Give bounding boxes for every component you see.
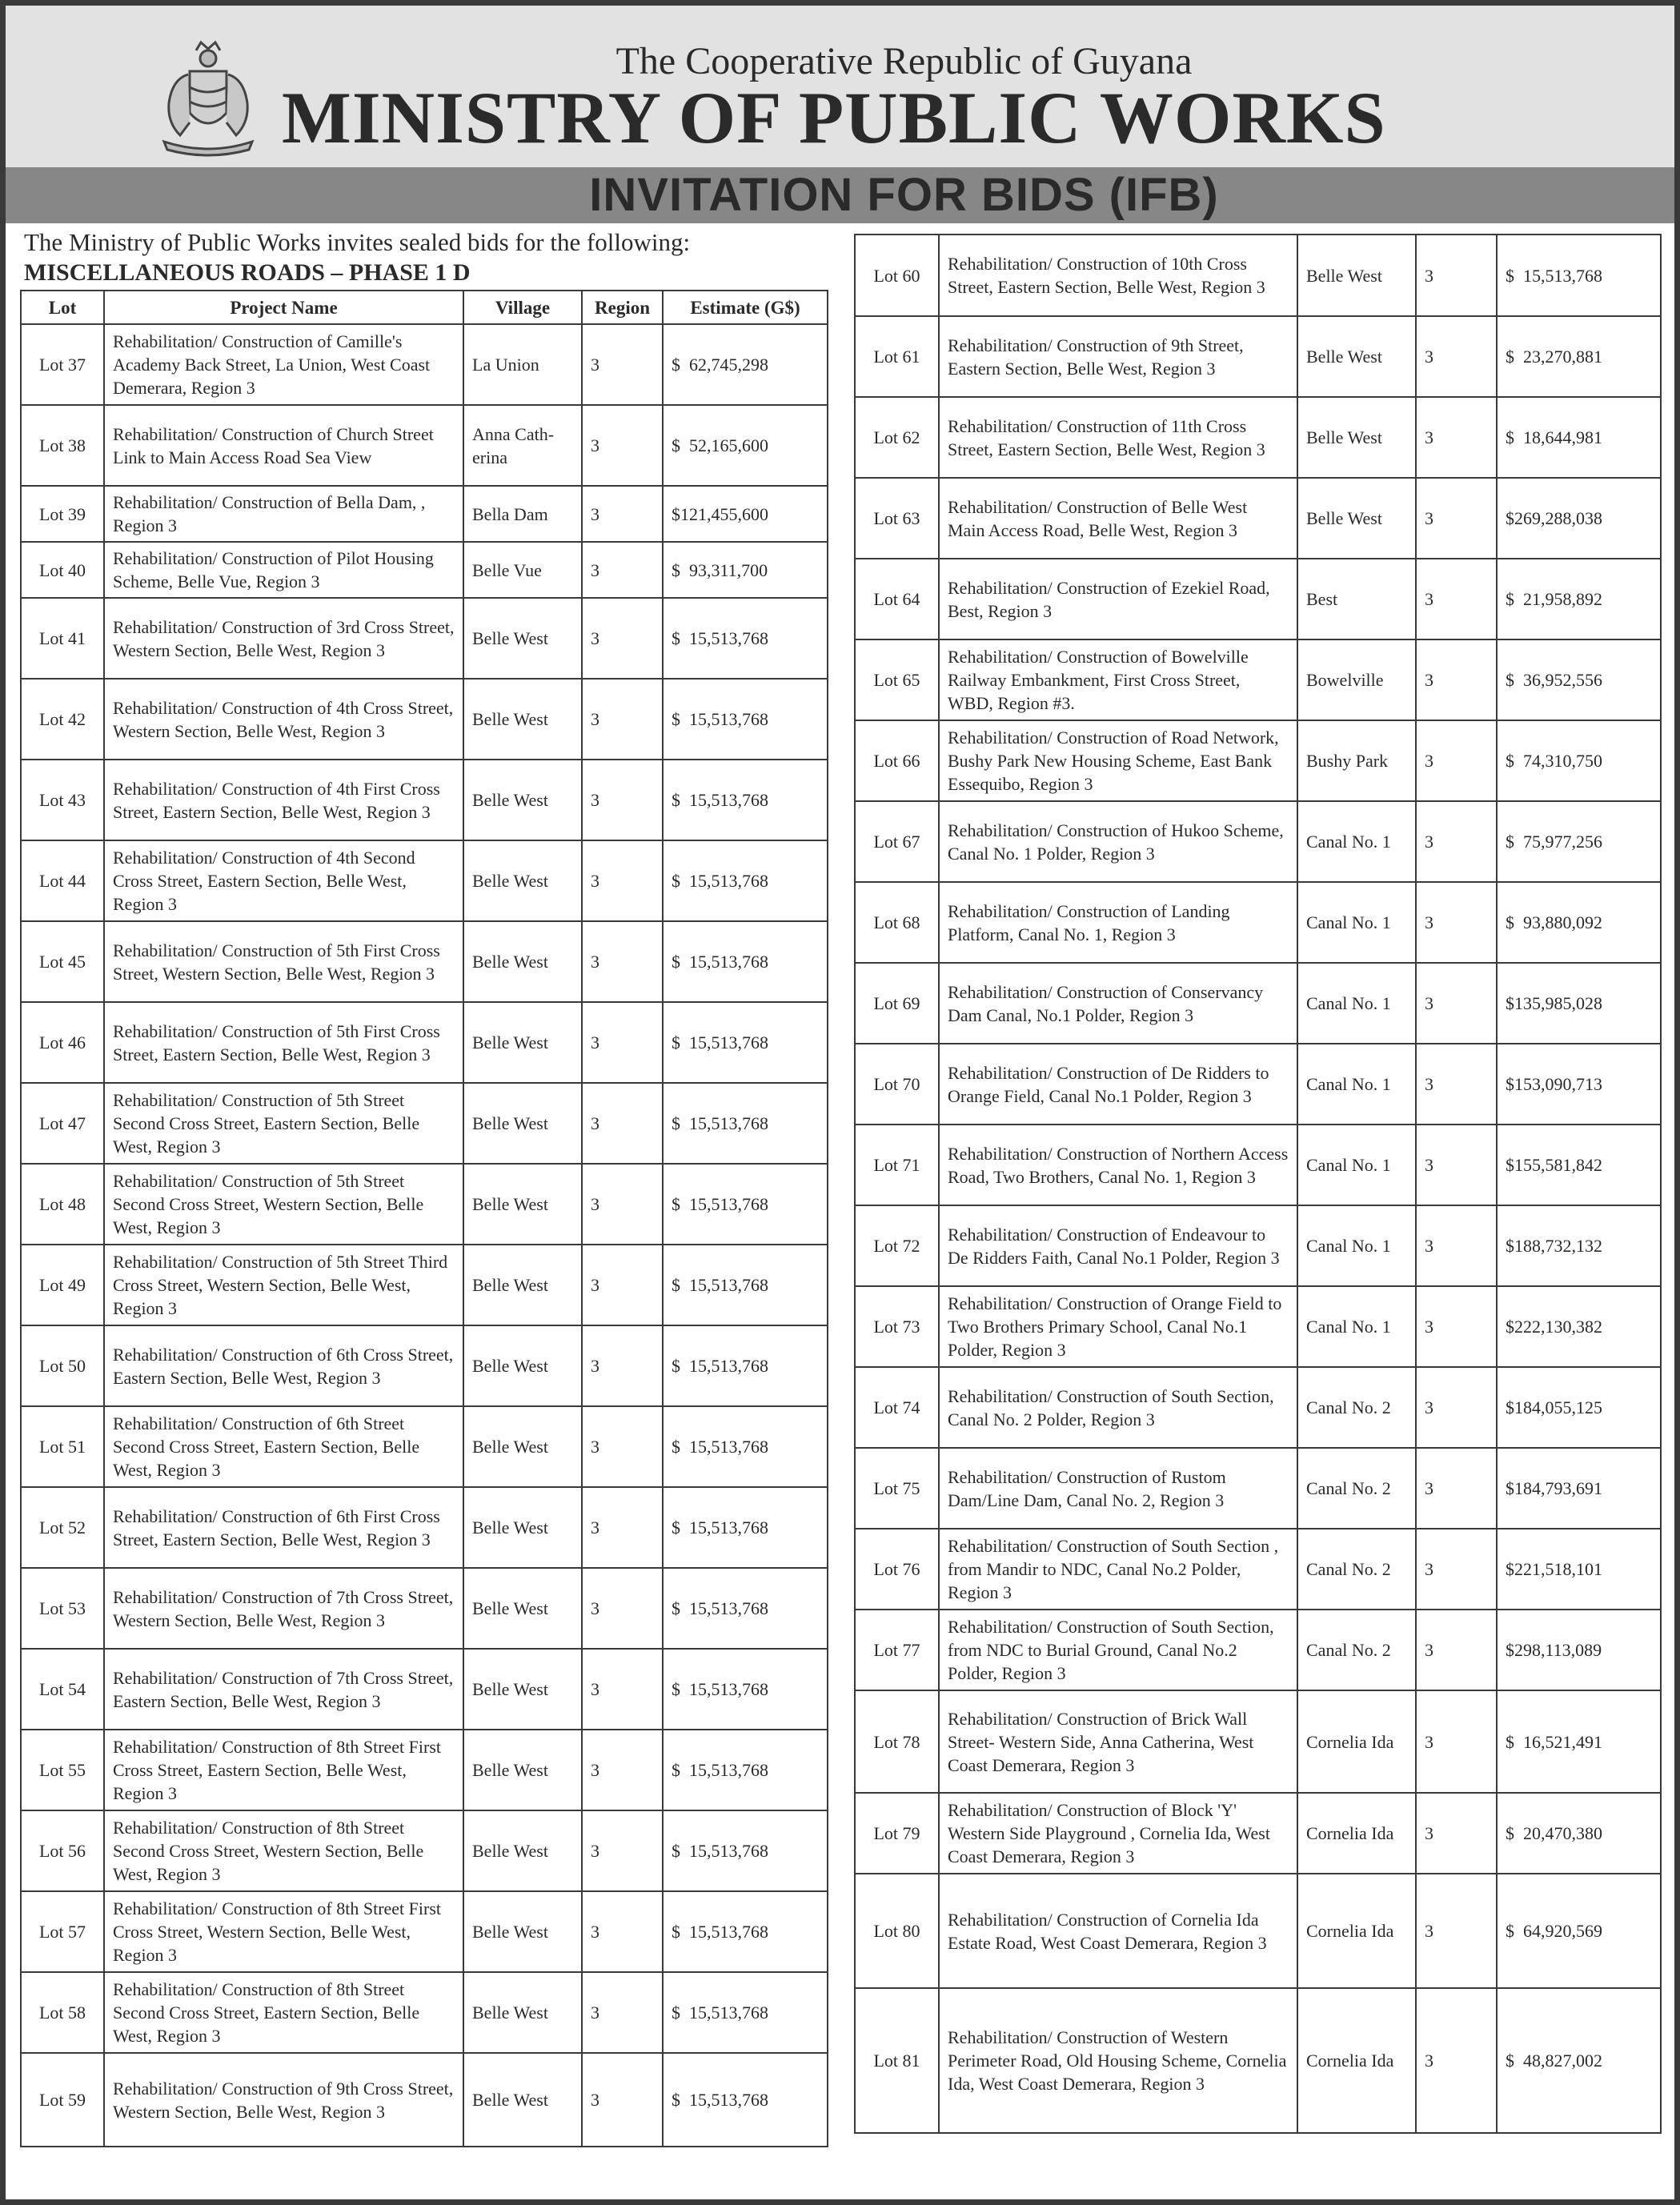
- region-cell: 3: [582, 1730, 663, 1810]
- table-row: [855, 1286, 1661, 1367]
- village-cell: Belle West: [1297, 478, 1416, 559]
- village-cell: Belle Vue: [463, 542, 582, 598]
- project-name-cell: Rehabilitation/ Construction of South Section, from NDC to Burial Ground, Canal No.2 Polder, Region 3: [939, 1610, 1297, 1690]
- estimate-cell: $ 15,513,768: [663, 598, 828, 679]
- table-row: [21, 324, 828, 405]
- column-header-lot: Lot: [21, 291, 104, 324]
- lot-cell: Lot 79: [855, 1793, 939, 1874]
- column-header-project: Project Name: [104, 291, 463, 324]
- estimate-cell: $ 15,513,768: [663, 1487, 828, 1568]
- lot-cell: Lot 68: [855, 882, 939, 963]
- region-cell: 3: [582, 679, 663, 760]
- project-name-cell: Rehabilitation/ Construction of De Ridders to Orange Field, Canal No.1 Polder, Region 3: [939, 1044, 1297, 1125]
- lot-cell: Lot 69: [855, 963, 939, 1044]
- region-cell: 3: [582, 1487, 663, 1568]
- estimate-cell: $ 15,513,768: [663, 1649, 828, 1730]
- project-name-cell: Rehabilitation/ Construction of Block 'Y' Western Side Playground , Cornelia Ida, West Coast Demerara, Region 3: [939, 1793, 1297, 1874]
- table-row: [855, 720, 1661, 801]
- village-cell: Belle West: [463, 1568, 582, 1649]
- project-name-cell: Rehabilitation/ Construction of 8th Street First Cross Street, Western Section, Belle West, Region 3: [104, 1891, 463, 1972]
- village-cell: Belle West: [1297, 235, 1416, 316]
- village-cell: Canal No. 2: [1297, 1610, 1416, 1690]
- village-cell: Canal No. 1: [1297, 801, 1416, 882]
- table-row: [855, 801, 1661, 882]
- region-cell: 3: [582, 1406, 663, 1487]
- region-cell: 3: [1416, 639, 1497, 720]
- estimate-cell: $ 48,827,002: [1497, 1988, 1661, 2133]
- estimate-cell: $ 18,644,981: [1497, 397, 1661, 478]
- village-cell: Belle West: [1297, 316, 1416, 397]
- table-row: [21, 840, 828, 921]
- project-name-cell: Rehabilitation/ Construction of Brick Wall Street- Western Side, Anna Catherina, West Coast Demerara, Region 3: [939, 1690, 1297, 1793]
- lot-cell: Lot 51: [21, 1406, 104, 1487]
- lot-cell: Lot 47: [21, 1083, 104, 1164]
- project-name-cell: Rehabilitation/ Construction of Orange Field to Two Brothers Primary School, Canal No.1 Polder, Region 3: [939, 1286, 1297, 1367]
- lot-cell: Lot 40: [21, 542, 104, 598]
- village-cell: Belle West: [463, 1730, 582, 1810]
- estimate-cell: $ 64,920,569: [1497, 1874, 1661, 1988]
- lot-cell: Lot 74: [855, 1367, 939, 1448]
- region-cell: 3: [582, 1325, 663, 1406]
- table-row: [21, 598, 828, 679]
- lot-cell: Lot 56: [21, 1810, 104, 1891]
- project-name-cell: Rehabilitation/ Construction of Pilot Housing Scheme, Belle Vue, Region 3: [104, 542, 463, 598]
- project-name-cell: Rehabilitation/ Construction of Belle West Main Access Road, Belle West, Region 3: [939, 478, 1297, 559]
- village-cell: Bowelville: [1297, 639, 1416, 720]
- project-name-cell: Rehabilitation/ Construction of Conservancy Dam Canal, No.1 Polder, Region 3: [939, 963, 1297, 1044]
- lot-cell: Lot 42: [21, 679, 104, 760]
- village-cell: Cornelia Ida: [1297, 1793, 1416, 1874]
- village-cell: Cornelia Ida: [1297, 1690, 1416, 1793]
- table-row: [21, 1730, 828, 1810]
- estimate-cell: $222,130,382: [1497, 1286, 1661, 1367]
- region-cell: 3: [1416, 1367, 1497, 1448]
- region-cell: 3: [1416, 1125, 1497, 1205]
- project-name-cell: Rehabilitation/ Construction of Rustom Dam/Line Dam, Canal No. 2, Region 3: [939, 1448, 1297, 1529]
- estimate-cell: $ 15,513,768: [663, 679, 828, 760]
- estimate-cell: $ 62,745,298: [663, 324, 828, 405]
- estimate-cell: $ 15,513,768: [663, 1083, 828, 1164]
- lot-cell: Lot 80: [855, 1874, 939, 1988]
- region-cell: 3: [582, 598, 663, 679]
- table-row: [21, 405, 828, 486]
- ifb-title: INVITATION FOR BIDS (IFB): [589, 169, 1219, 221]
- lot-cell: Lot 81: [855, 1988, 939, 2133]
- village-cell: Best: [1297, 559, 1416, 639]
- table-row: [855, 1690, 1661, 1793]
- table-row: [21, 921, 828, 1002]
- region-cell: 3: [1416, 235, 1497, 316]
- village-cell: Belle West: [463, 921, 582, 1002]
- lot-cell: Lot 70: [855, 1044, 939, 1125]
- estimate-cell: $ 36,952,556: [1497, 639, 1661, 720]
- table-row: [855, 478, 1661, 559]
- table-row: [855, 882, 1661, 963]
- estimate-cell: $ 15,513,768: [1497, 235, 1661, 316]
- project-name-cell: Rehabilitation/ Construction of 6th First Cross Street, Eastern Section, Belle West, Region 3: [104, 1487, 463, 1568]
- village-cell: Canal No. 1: [1297, 882, 1416, 963]
- intro-text: The Ministry of Public Works invites sealed bids for the following:: [24, 228, 691, 256]
- region-cell: 3: [1416, 801, 1497, 882]
- lot-cell: Lot 59: [21, 2053, 104, 2147]
- estimate-cell: $121,455,600: [663, 486, 828, 542]
- table-row: [21, 542, 828, 598]
- project-name-cell: Rehabilitation/ Construction of 9th Cross Street, Western Section, Belle West, Region 3: [104, 2053, 463, 2147]
- region-cell: 3: [1416, 316, 1497, 397]
- project-name-cell: Rehabilitation/ Construction of Endeavour to De Ridders Faith, Canal No.1 Polder, Region 3: [939, 1205, 1297, 1286]
- estimate-cell: $ 93,880,092: [1497, 882, 1661, 963]
- estimate-cell: $155,581,842: [1497, 1125, 1661, 1205]
- estimate-cell: $184,793,691: [1497, 1448, 1661, 1529]
- lot-cell: Lot 75: [855, 1448, 939, 1529]
- project-name-cell: Rehabilitation/ Construction of Northern Access Road, Two Brothers, Canal No. 1, Region 3: [939, 1125, 1297, 1205]
- table-row: [855, 235, 1661, 316]
- table-row: [855, 963, 1661, 1044]
- estimate-cell: $ 15,513,768: [663, 760, 828, 840]
- table-row: [855, 639, 1661, 720]
- lot-cell: Lot 63: [855, 478, 939, 559]
- region-cell: 3: [1416, 1286, 1497, 1367]
- column-header-village: Village: [463, 291, 582, 324]
- village-cell: Belle West: [463, 760, 582, 840]
- region-cell: 3: [582, 921, 663, 1002]
- lot-cell: Lot 77: [855, 1610, 939, 1690]
- project-name-cell: Rehabilitation/ Construction of Camille's Academy Back Street, La Union, West Coast Demerara, Region 3: [104, 324, 463, 405]
- region-cell: 3: [582, 1083, 663, 1164]
- region-cell: 3: [1416, 1044, 1497, 1125]
- table-row: [855, 1125, 1661, 1205]
- project-name-cell: Rehabilitation/ Construction of Western Perimeter Road, Old Housing Scheme, Cornelia Ida, West Coast Demerara, Region 3: [939, 1988, 1297, 2133]
- village-cell: Cornelia Ida: [1297, 1874, 1416, 1988]
- village-cell: Canal No. 1: [1297, 1125, 1416, 1205]
- region-cell: 3: [582, 2053, 663, 2147]
- lot-cell: Lot 62: [855, 397, 939, 478]
- village-cell: Bella Dam: [463, 486, 582, 542]
- region-cell: 3: [582, 1810, 663, 1891]
- table-row: [855, 559, 1661, 639]
- region-cell: 3: [1416, 1610, 1497, 1690]
- region-cell: 3: [582, 1245, 663, 1325]
- village-cell: Canal No. 1: [1297, 963, 1416, 1044]
- lot-cell: Lot 45: [21, 921, 104, 1002]
- village-cell: Belle West: [1297, 397, 1416, 478]
- region-cell: 3: [582, 542, 663, 598]
- lot-cell: Lot 50: [21, 1325, 104, 1406]
- estimate-cell: $ 15,513,768: [663, 1972, 828, 2053]
- project-name-cell: Rehabilitation/ Construction of 7th Cross Street, Western Section, Belle West, Region 3: [104, 1568, 463, 1649]
- region-cell: 3: [1416, 1874, 1497, 1988]
- project-name-cell: Rehabilitation/ Construction of Landing Platform, Canal No. 1, Region 3: [939, 882, 1297, 963]
- region-cell: 3: [582, 324, 663, 405]
- estimate-cell: $ 15,513,768: [663, 1568, 828, 1649]
- project-name-cell: Rehabilitation/ Construction of 9th Street, Eastern Section, Belle West, Region 3: [939, 316, 1297, 397]
- lot-cell: Lot 53: [21, 1568, 104, 1649]
- region-cell: 3: [1416, 720, 1497, 801]
- table-row: [21, 1325, 828, 1406]
- ministry-name: MINISTRY OF PUBLIC WORKS: [282, 77, 1386, 158]
- estimate-cell: $ 15,513,768: [663, 1002, 828, 1083]
- project-name-cell: Rehabilitation/ Construction of Bella Dam, , Region 3: [104, 486, 463, 542]
- village-cell: Canal No. 1: [1297, 1044, 1416, 1125]
- village-cell: Belle West: [463, 1083, 582, 1164]
- estimate-cell: $ 15,513,768: [663, 1325, 828, 1406]
- estimate-cell: $ 93,311,700: [663, 542, 828, 598]
- lot-cell: Lot 61: [855, 316, 939, 397]
- estimate-cell: $188,732,132: [1497, 1205, 1661, 1286]
- lot-cell: Lot 71: [855, 1125, 939, 1205]
- region-cell: 3: [1416, 1793, 1497, 1874]
- table-row: [21, 679, 828, 760]
- table-row: [855, 1610, 1661, 1690]
- estimate-cell: $ 20,470,380: [1497, 1793, 1661, 1874]
- project-name-cell: Rehabilitation/ Construction of 3rd Cross Street, Western Section, Belle West, Region 3: [104, 598, 463, 679]
- estimate-cell: $ 15,513,768: [663, 2053, 828, 2147]
- village-cell: Canal No. 1: [1297, 1205, 1416, 1286]
- estimate-cell: $ 15,513,768: [663, 1406, 828, 1487]
- lot-cell: Lot 78: [855, 1690, 939, 1793]
- project-name-cell: Rehabilitation/ Construction of Cornelia Ida Estate Road, West Coast Demerara, Region 3: [939, 1874, 1297, 1988]
- village-cell: Belle West: [463, 1164, 582, 1245]
- lot-cell: Lot 67: [855, 801, 939, 882]
- project-name-cell: Rehabilitation/ Construction of Road Network, Bushy Park New Housing Scheme, East Bank Essequibo, Region 3: [939, 720, 1297, 801]
- lot-cell: Lot 72: [855, 1205, 939, 1286]
- project-name-cell: Rehabilitation/ Construction of 5th Street Second Cross Street, Eastern Section, Belle West, Region 3: [104, 1083, 463, 1164]
- region-cell: 3: [1416, 478, 1497, 559]
- village-cell: Belle West: [463, 2053, 582, 2147]
- table-row: [21, 1568, 828, 1649]
- table-row: [21, 2053, 828, 2147]
- estimate-cell: $153,090,713: [1497, 1044, 1661, 1125]
- table-row: [21, 1406, 828, 1487]
- project-name-cell: Rehabilitation/ Construction of 5th Street Second Cross Street, Western Section, Belle West, Region 3: [104, 1164, 463, 1245]
- section-subtitle: MISCELLANEOUS ROADS – PHASE 1 D: [24, 259, 471, 286]
- masthead: [6, 6, 1674, 167]
- village-cell: Canal No. 2: [1297, 1448, 1416, 1529]
- lot-cell: Lot 43: [21, 760, 104, 840]
- estimate-cell: $ 74,310,750: [1497, 720, 1661, 801]
- village-cell: Cornelia Ida: [1297, 1988, 1416, 2133]
- estimate-cell: $221,518,101: [1497, 1529, 1661, 1610]
- region-cell: 3: [1416, 397, 1497, 478]
- project-name-cell: Rehabilitation/ Construction of South Section , from Mandir to NDC, Canal No.2 Polder, Region 3: [939, 1529, 1297, 1610]
- table-row: [21, 1649, 828, 1730]
- region-cell: 3: [582, 1891, 663, 1972]
- project-name-cell: Rehabilitation/ Construction of 10th Cross Street, Eastern Section, Belle West, Region 3: [939, 235, 1297, 316]
- village-cell: Belle West: [463, 1245, 582, 1325]
- village-cell: Belle West: [463, 1891, 582, 1972]
- estimate-cell: $ 15,513,768: [663, 840, 828, 921]
- table-row: [855, 1044, 1661, 1125]
- region-cell: 3: [1416, 882, 1497, 963]
- region-cell: 3: [1416, 1690, 1497, 1793]
- lot-cell: Lot 46: [21, 1002, 104, 1083]
- region-cell: 3: [1416, 963, 1497, 1044]
- estimate-cell: $ 15,513,768: [663, 1730, 828, 1810]
- project-name-cell: Rehabilitation/ Construction of Hukoo Scheme, Canal No. 1 Polder, Region 3: [939, 801, 1297, 882]
- village-cell: La Union: [463, 324, 582, 405]
- table-row: [855, 1874, 1661, 1988]
- estimate-cell: $298,113,089: [1497, 1610, 1661, 1690]
- region-cell: 3: [1416, 559, 1497, 639]
- project-name-cell: Rehabilitation/ Construction of Bowelville Railway Embankment, First Cross Street, WBD, Region #3.: [939, 639, 1297, 720]
- project-name-cell: Rehabilitation/ Construction of 8th Street Second Cross Street, Eastern Section, Belle West, Region 3: [104, 1972, 463, 2053]
- table-row: [21, 1245, 828, 1325]
- lot-cell: Lot 73: [855, 1286, 939, 1367]
- table-row: [21, 486, 828, 542]
- table-row: [855, 1988, 1661, 2133]
- estimate-cell: $ 23,270,881: [1497, 316, 1661, 397]
- bids-table-left: [20, 290, 828, 2147]
- region-cell: 3: [582, 1002, 663, 1083]
- lot-cell: Lot 54: [21, 1649, 104, 1730]
- lot-cell: Lot 44: [21, 840, 104, 921]
- village-cell: Belle West: [463, 1972, 582, 2053]
- region-cell: 3: [1416, 1448, 1497, 1529]
- village-cell: Canal No. 2: [1297, 1529, 1416, 1610]
- project-name-cell: Rehabilitation/ Construction of 4th Cross Street, Western Section, Belle West, Region 3: [104, 679, 463, 760]
- estimate-cell: $ 15,513,768: [663, 1245, 828, 1325]
- estimate-cell: $ 15,513,768: [663, 1810, 828, 1891]
- lot-cell: Lot 37: [21, 324, 104, 405]
- project-name-cell: Rehabilitation/ Construction of 7th Cross Street, Eastern Section, Belle West, Region 3: [104, 1649, 463, 1730]
- region-cell: 3: [582, 1164, 663, 1245]
- project-name-cell: Rehabilitation/ Construction of South Section, Canal No. 2 Polder, Region 3: [939, 1367, 1297, 1448]
- project-name-cell: Rehabilitation/ Construction of 6th Cross Street, Eastern Section, Belle West, Region 3: [104, 1325, 463, 1406]
- region-cell: 3: [582, 760, 663, 840]
- project-name-cell: Rehabilitation/ Construction of 5th Street Third Cross Street, Western Section, Belle West, Region 3: [104, 1245, 463, 1325]
- lot-cell: Lot 66: [855, 720, 939, 801]
- table-row: [21, 760, 828, 840]
- village-cell: Belle West: [463, 1810, 582, 1891]
- region-cell: 3: [582, 486, 663, 542]
- project-name-cell: Rehabilitation/ Construction of 4th First Cross Street, Eastern Section, Belle West, Region 3: [104, 760, 463, 840]
- village-cell: Bushy Park: [1297, 720, 1416, 801]
- table-row: [21, 1164, 828, 1245]
- lot-cell: Lot 76: [855, 1529, 939, 1610]
- village-cell: Canal No. 2: [1297, 1367, 1416, 1448]
- lot-cell: Lot 64: [855, 559, 939, 639]
- table-row: [21, 1487, 828, 1568]
- estimate-cell: $184,055,125: [1497, 1367, 1661, 1448]
- project-name-cell: Rehabilitation/ Construction of 5th First Cross Street, Western Section, Belle West, Region 3: [104, 921, 463, 1002]
- village-cell: Belle West: [463, 1002, 582, 1083]
- table-row: [855, 1529, 1661, 1610]
- region-cell: 3: [582, 405, 663, 486]
- estimate-cell: $ 75,977,256: [1497, 801, 1661, 882]
- table-header-row: [21, 291, 828, 324]
- project-name-cell: Rehabilitation/ Construction of 4th Second Cross Street, Eastern Section, Belle West, Region 3: [104, 840, 463, 921]
- table-row: [855, 397, 1661, 478]
- region-cell: 3: [582, 840, 663, 921]
- region-cell: 3: [1416, 1205, 1497, 1286]
- table-row: [21, 1810, 828, 1891]
- estimate-cell: $ 21,958,892: [1497, 559, 1661, 639]
- column-header-region: Region: [582, 291, 663, 324]
- region-cell: 3: [582, 1568, 663, 1649]
- project-name-cell: Rehabilitation/ Construction of Church Street Link to Main Access Road Sea View: [104, 405, 463, 486]
- lot-cell: Lot 52: [21, 1487, 104, 1568]
- lot-cell: Lot 65: [855, 639, 939, 720]
- project-name-cell: Rehabilitation/ Construction of 8th Street First Cross Street, Eastern Section, Belle West, Region 3: [104, 1730, 463, 1810]
- lot-cell: Lot 58: [21, 1972, 104, 2053]
- region-cell: 3: [1416, 1529, 1497, 1610]
- lot-cell: Lot 55: [21, 1730, 104, 1810]
- region-cell: 3: [582, 1972, 663, 2053]
- estimate-cell: $269,288,038: [1497, 478, 1661, 559]
- estimate-cell: $ 16,521,491: [1497, 1690, 1661, 1793]
- lot-cell: Lot 48: [21, 1164, 104, 1245]
- table-row: [21, 1972, 828, 2053]
- village-cell: Belle West: [463, 1649, 582, 1730]
- region-cell: 3: [1416, 1988, 1497, 2133]
- estimate-cell: $ 52,165,600: [663, 405, 828, 486]
- table-row: [855, 1367, 1661, 1448]
- lot-cell: Lot 60: [855, 235, 939, 316]
- village-cell: Canal No. 1: [1297, 1286, 1416, 1367]
- lot-cell: Lot 38: [21, 405, 104, 486]
- lot-cell: Lot 41: [21, 598, 104, 679]
- table-row: [855, 1793, 1661, 1874]
- village-cell: Anna Cath-erina: [463, 405, 582, 486]
- table-row: [21, 1891, 828, 1972]
- column-header-estimate: Estimate (G$): [663, 291, 828, 324]
- table-row: [21, 1002, 828, 1083]
- project-name-cell: Rehabilitation/ Construction of 11th Cross Street, Eastern Section, Belle West, Region 3: [939, 397, 1297, 478]
- village-cell: Belle West: [463, 1487, 582, 1568]
- table-row: [855, 1448, 1661, 1529]
- village-cell: Belle West: [463, 1325, 582, 1406]
- project-name-cell: Rehabilitation/ Construction of 5th First Cross Street, Eastern Section, Belle West, Region 3: [104, 1002, 463, 1083]
- lot-cell: Lot 49: [21, 1245, 104, 1325]
- village-cell: Belle West: [463, 840, 582, 921]
- estimate-cell: $ 15,513,768: [663, 921, 828, 1002]
- village-cell: Belle West: [463, 1406, 582, 1487]
- estimate-cell: $ 15,513,768: [663, 1164, 828, 1245]
- village-cell: Belle West: [463, 679, 582, 760]
- estimate-cell: $ 15,513,768: [663, 1891, 828, 1972]
- bids-table-right: [854, 234, 1662, 2134]
- region-cell: 3: [582, 1649, 663, 1730]
- table-row: [855, 316, 1661, 397]
- ifb-banner: [6, 167, 1674, 223]
- village-cell: Belle West: [463, 598, 582, 679]
- project-name-cell: Rehabilitation/ Construction of 8th Street Second Cross Street, Western Section, Belle West, Region 3: [104, 1810, 463, 1891]
- table-row: [21, 1083, 828, 1164]
- lot-cell: Lot 39: [21, 486, 104, 542]
- country-name: The Cooperative Republic of Guyana: [615, 40, 1193, 82]
- project-name-cell: Rehabilitation/ Construction of Ezekiel Road, Best, Region 3: [939, 559, 1297, 639]
- project-name-cell: Rehabilitation/ Construction of 6th Street Second Cross Street, Eastern Section, Belle West, Region 3: [104, 1406, 463, 1487]
- table-row: [855, 1205, 1661, 1286]
- lot-cell: Lot 57: [21, 1891, 104, 1972]
- estimate-cell: $135,985,028: [1497, 963, 1661, 1044]
